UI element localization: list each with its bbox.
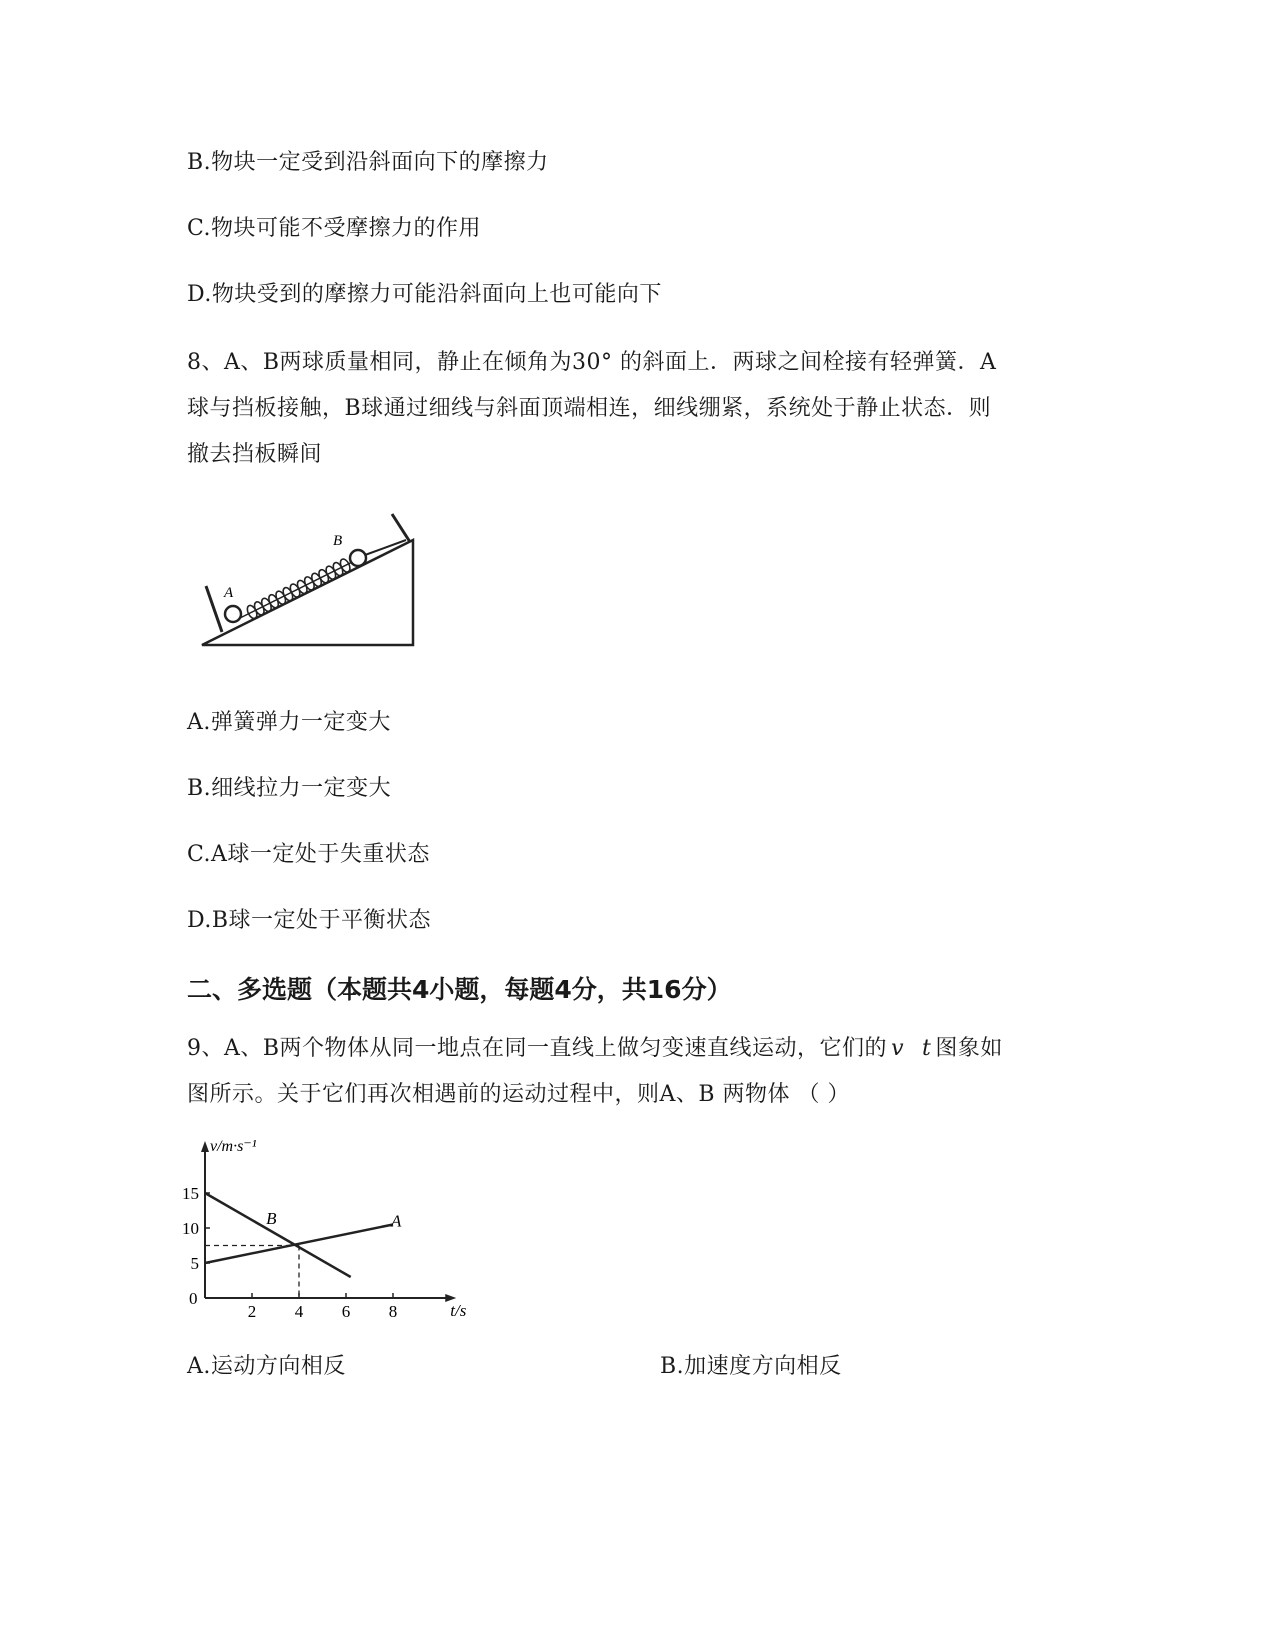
- series-line-b: [205, 1193, 351, 1277]
- q7-option-d: D.物块受到的摩擦力可能沿斜面向上也可能向下: [187, 282, 662, 307]
- y-tick-label: 10: [182, 1219, 199, 1238]
- y-axis-label: v/m·s⁻¹: [210, 1138, 257, 1155]
- q8-option-c: C.A球一定处于失重状态: [187, 842, 430, 867]
- barrier: [206, 586, 222, 632]
- q9-stem-t: t: [922, 1036, 932, 1061]
- q9-option-a: A.运动方向相反: [187, 1354, 346, 1379]
- ball-b: [350, 550, 366, 566]
- q8-option-a: A.弹簧弹力一定变大: [187, 710, 391, 735]
- incline-figure: [180, 500, 440, 665]
- q8-stem-line1: 8、A、B两球质量相同，静止在倾角为30° 的斜面上．两球之间栓接有轻弹簧．A: [187, 350, 997, 375]
- y-axis-arrow: [201, 1141, 209, 1152]
- q8-option-b: B.细线拉力一定变大: [187, 776, 392, 801]
- x-axis-label: t/s: [450, 1301, 467, 1320]
- q8-stem-line2: 球与挡板接触，B球通过细线与斜面顶端相连，细线绷紧，系统处于静止状态．则: [187, 396, 992, 421]
- q9-stem-line1-pre: 9、A、B两个物体从同一地点在同一直线上做匀变速直线运动，它们的: [187, 1036, 888, 1061]
- q9-stem-v: v: [891, 1036, 904, 1061]
- spring: [233, 552, 364, 627]
- top-post: [392, 514, 410, 542]
- x-tick-label: 2: [247, 1302, 257, 1321]
- x-tick-label: 4: [294, 1302, 304, 1321]
- label-b: B: [333, 533, 343, 549]
- label-a: A: [224, 585, 234, 601]
- series-label-a: A: [391, 1211, 402, 1231]
- q8-stem-line3: 撤去挡板瞬间: [187, 442, 323, 467]
- x-tick-label: 6: [341, 1302, 351, 1321]
- q9-stem-line2: 图所示。关于它们再次相遇前的运动过程中，则A、B 两物体 （ ）: [187, 1082, 851, 1107]
- y-tick-label: 5: [190, 1254, 199, 1273]
- q9-stem-line1-post: 图象如: [935, 1036, 1003, 1061]
- q8-option-d: D.B球一定处于平衡状态: [187, 908, 432, 933]
- ball-a: [225, 606, 241, 622]
- series-label-b: B: [266, 1208, 277, 1228]
- x-tick-label: 8: [388, 1302, 398, 1321]
- origin-label: 0: [189, 1289, 198, 1308]
- q7-option-b: B.物块一定受到沿斜面向下的摩擦力: [187, 150, 549, 175]
- y-tick-label: 15: [182, 1184, 199, 1203]
- incline-triangle: [202, 540, 413, 645]
- section2-heading: 二、多选题（本题共4小题，每题4分，共16分）: [187, 975, 732, 1004]
- q9-option-b: B.加速度方向相反: [660, 1354, 842, 1379]
- q9-stem-line1: [187, 1031, 1003, 1062]
- vt-chart: [180, 1135, 467, 1325]
- q7-option-c: C.物块可能不受摩擦力的作用: [187, 216, 482, 241]
